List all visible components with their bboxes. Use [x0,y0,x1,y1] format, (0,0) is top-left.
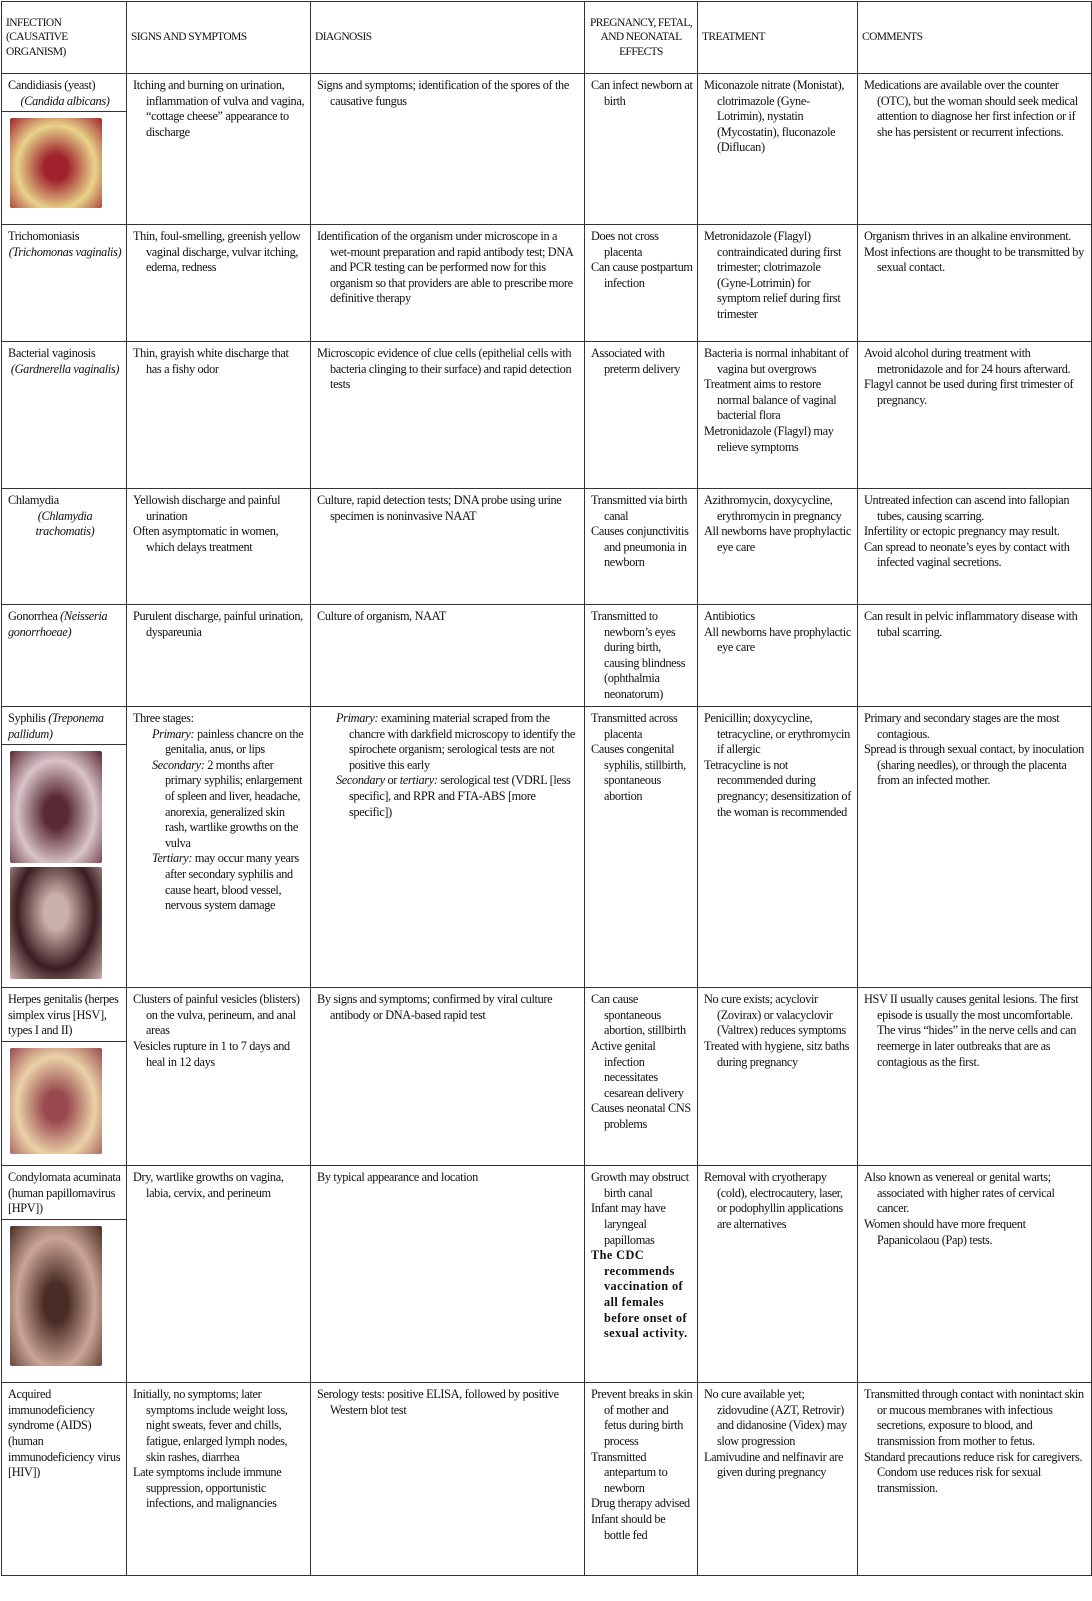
cell-pregnancy-effects [585,707,698,988]
cell-paragraph: Associated with preterm delivery [591,346,680,376]
cell-paragraph: Avoid alcohol during treatment with metronidazole and for 24 hours afterward. [864,346,1071,376]
cell-signs [127,1166,311,1383]
cell-treatment [698,342,858,489]
cell-paragraph: Often asymptomatic in women, which delays treatment [133,524,279,554]
italic-text: Secondary: [152,757,205,772]
cell-paragraph: Acquired immunodeficiency syndrome (AIDS) (human immunodeficiency virus [HIV]) [8,1387,121,1480]
cell-paragraph: Causes neonatal CNS problems [591,1101,691,1131]
cell-paragraph: Antibiotics [704,609,755,623]
cell-diagnosis [311,225,585,342]
cell-comments [858,74,1092,225]
cell-paragraph: Clusters of painful vesicles (blisters) on the vulva, perineum, and anal areas [133,992,300,1038]
text-segment: or [384,773,400,788]
cell-infection [2,1166,127,1383]
cell-paragraph: Can result in pelvic inflammatory disease with tubal scarring. [864,609,1078,639]
cell-infection [2,225,127,342]
table-body [2,74,1092,1576]
cell-paragraph: Miconazole nitrate (Monistat), clotrimazole (Gyne-Lotrimin), nystatin (Mycostatin), fluconazole (Diflucan) [704,78,845,155]
cell-paragraph [8,94,122,110]
cell-paragraph: Treated with hygiene, sitz baths during pregnancy [704,1038,850,1069]
cell-paragraph: Infertility or ectopic pregnancy may result. [864,524,1060,539]
cell-treatment [698,988,858,1166]
cell-comments [858,489,1092,605]
cell-paragraph: Medications are available over the counter (OTC), but the woman should seek medical attention to diagnose her first infection or if she has persistent or recurrent infections. [864,78,1078,139]
infection-name [2,489,126,542]
cell-comments [858,707,1092,988]
table-row [2,225,1092,342]
cell-signs [127,707,311,988]
cell-paragraph [8,509,122,540]
cell-paragraph: Transmitted through contact with nonintact skin or mucous membranes with infectious secretions, exposure to blood, and transmission from mother to fetus. [864,1387,1084,1448]
cell-paragraph: Metronidazole (Flagyl) contraindicated during first trimester; clotrimazole (Gyne-Lotrimin) for symptom relief during first trimester [704,229,842,321]
cell-comments [858,225,1092,342]
bold-text: The CDC recommends vaccination of all females before onset of sexual activity. [591,1248,688,1341]
cell-paragraph: Organism thrives in an alkaline environment. [864,229,1072,243]
cell-paragraph: Standard precautions reduce risk for caregivers. Condom use reduces risk for sexual transmission. [864,1449,1083,1495]
cell-diagnosis [311,74,585,225]
cell-paragraph: Serology tests: positive ELISA, followed by positive Western blot test [317,1387,559,1417]
cell-paragraph: Three stages: [133,711,194,725]
cell-signs [127,342,311,489]
cell-diagnosis [311,1166,585,1383]
cell-comments [858,605,1092,707]
cell-paragraph: Initially, no symptoms; later symptoms include weight loss, night sweats, fever and chills, fatigue, enlarged lymph nodes, skin rashes, diarrhea [133,1387,288,1464]
cell-paragraph: Prevent breaks in skin of mother and fetus during birth process [591,1387,693,1448]
cell-paragraph [8,362,122,378]
clinical-photo [10,118,102,208]
cell-paragraph: Signs and symptoms; identification of the spores of the causative fungus [317,78,569,108]
cell-diagnosis [311,707,585,988]
cell-paragraph: Can cause spontaneous abortion, stillbirth [591,992,686,1038]
cell-paragraph: Identification of the organism under microscope in a wet-mount preparation and rapid antibody test; DNA and PCR testing can be performed now for this organism so that providers are able to prescribe more definitive therapy [317,229,573,306]
cell-pregnancy-effects [585,988,698,1166]
cell-paragraph: By signs and symptoms; confirmed by viral culture antibody or DNA-based rapid test [317,992,553,1022]
italic-text: (Candida albicans) [20,93,110,108]
italic-text: Primary: [152,726,195,741]
text-segment: Syphilis [8,711,49,725]
cell-pregnancy-effects [585,74,698,225]
text-segment: Gonorrhea [8,609,61,623]
infection-name [2,1166,126,1219]
cell-paragraph: Growth may obstruct birth canal [591,1170,689,1200]
header-comments: COMMENTS [858,2,1092,74]
cell-paragraph: Transmitted to newborn’s eyes during birth, causing blindness (ophthalmia neonatorum) [591,609,686,701]
cell-paragraph: Late symptoms include immune suppression, opportunistic infections, and malignancies [133,1465,282,1511]
photo-section [2,111,126,216]
cell-paragraph: Tetracycline is not recommended during pregnancy; desensitization of the woman is recommended [704,757,851,819]
infection-name [2,1383,126,1483]
cell-signs [127,605,311,707]
cell-paragraph: Transmitted across placenta [591,711,678,741]
text-segment: painless chancre on the genitalia, anus, or lips [165,726,304,757]
cell-paragraph: Purulent discharge, painful urination, dyspareunia [133,609,303,639]
cell-paragraph [8,609,122,640]
cell-paragraph [8,711,122,742]
infection-name [2,74,126,111]
cell-paragraph: Metronidazole (Flagyl) may relieve symptoms [704,423,834,454]
clinical-photo [10,1048,102,1154]
cell-paragraph: Thin, foul-smelling, greenish yellow vaginal discharge, vulvar itching, edema, redness [133,229,301,275]
cell-paragraph: Culture, rapid detection tests; DNA probe using urine specimen is noninvasive NAAT [317,493,562,523]
cell-paragraph [133,758,306,852]
header-treatment: TREATMENT [698,2,858,74]
cell-paragraph: Untreated infection can ascend into fallopian tubes, causing scarring. [864,493,1070,523]
cell-paragraph: Can cause postpartum infection [591,260,693,290]
cell-treatment [698,707,858,988]
cell-infection [2,489,127,605]
cell-paragraph [591,1248,693,1342]
italic-text: (Trichomonas vaginalis) [8,244,122,259]
cell-paragraph: Spread is through sexual contact, by inoculation (sharing needles), or through the placenta from an infected mother. [864,742,1084,788]
cell-pregnancy-effects [585,342,698,489]
italic-text: (Neisseria gonorrhoeae) [8,609,108,639]
text-segment: may occur many years after secondary syphilis and cause heart, blood vessel, nervous system damage [165,851,299,913]
cell-paragraph: No cure available yet; zidovudine (AZT, Retrovir) and didanosine (Videx) may slow progression [704,1387,847,1448]
cell-paragraph: Condylomata acuminata (human papillomavirus [HPV]) [8,1170,121,1216]
cell-paragraph: All newborns have prophylactic eye care [704,524,851,554]
table-row [2,1383,1092,1576]
cell-paragraph: Lamivudine and nelfinavir are given during pregnancy [704,1449,844,1480]
cell-infection [2,74,127,225]
table-row [2,605,1092,707]
cell-comments [858,988,1092,1166]
cell-paragraph [317,711,580,773]
cell-treatment [698,1166,858,1383]
cell-paragraph: Also known as venereal or genital warts; associated with higher rates of cervical cancer. [864,1170,1055,1216]
header-diagnosis: DIAGNOSIS [311,2,585,74]
cell-signs [127,489,311,605]
infection-name [2,988,126,1041]
table-row [2,1166,1092,1383]
cell-paragraph: Causes conjunctivitis and pneumonia in newborn [591,524,689,570]
cell-diagnosis [311,988,585,1166]
cell-paragraph: Drug therapy advised [591,1496,690,1511]
table-row [2,988,1092,1166]
table-row [2,74,1092,225]
cell-paragraph: Infant may have laryngeal papillomas [591,1201,666,1247]
cell-paragraph: Can infect newborn at birth [591,78,693,108]
cell-treatment [698,1383,858,1576]
cell-paragraph: Causes congenital syphilis, stillbirth, spontaneous abortion [591,742,686,803]
cell-treatment [698,605,858,707]
clinical-photo [10,867,102,979]
cell-paragraph [8,245,122,261]
cell-paragraph: Herpes genitalis (herpes simplex virus [HSV], types I and II) [8,992,119,1038]
cell-paragraph: Penicillin; doxycycline, tetracycline, or erythromycin if allergic [704,711,850,757]
cell-pregnancy-effects [585,605,698,707]
infection-name [2,707,126,744]
cell-signs [127,1383,311,1576]
cell-paragraph: Primary and secondary stages are the most contagious. [864,711,1060,741]
italic-text: Secondary [336,773,385,788]
cell-paragraph: Microscopic evidence of clue cells (epithelial cells with bacteria clinging to their surface) and rapid detection tests [317,346,572,392]
photo-section [2,1041,126,1162]
cell-paragraph: Most infections are thought to be transmitted by sexual contact. [864,244,1084,275]
text-segment: serological test (VDRL [less specific], and RPR and FTA-ABS [more specific]) [349,773,571,819]
cell-pregnancy-effects [585,1166,698,1383]
cell-comments [858,342,1092,489]
cell-paragraph: Azithromycin, doxycycline, erythromycin in pregnancy [704,493,842,523]
clinical-photo [10,751,102,863]
cell-diagnosis [311,342,585,489]
cell-paragraph: Bacterial vaginosis [8,346,96,360]
cell-paragraph: Yellowish discharge and painful urination [133,493,281,523]
cell-signs [127,225,311,342]
cell-paragraph: Dry, wartlike growths on vagina, labia, cervix, and perineum [133,1170,284,1200]
cell-pregnancy-effects [585,1383,698,1576]
cell-paragraph [133,851,306,913]
cell-paragraph: No cure exists; acyclovir (Zovirax) or valacyclovir (Valtrex) reduces symptoms [704,992,846,1038]
cell-paragraph: Active genital infection necessitates cesarean delivery [591,1038,684,1100]
cell-paragraph: Women should have more frequent Papanicolaou (Pap) tests. [864,1216,1026,1247]
italic-text: (Chlamydia trachomatis) [35,508,95,539]
cell-paragraph: Culture of organism, NAAT [317,609,447,623]
table-row [2,342,1092,489]
cell-infection [2,988,127,1166]
cell-paragraph: Transmitted via birth canal [591,493,688,523]
cell-treatment [698,225,858,342]
cell-diagnosis [311,605,585,707]
photo-section [2,1219,126,1374]
cell-paragraph: Transmitted antepartum to newborn [591,1449,668,1495]
infection-name [2,605,126,642]
cell-paragraph: Candidiasis (yeast) [8,78,96,92]
cell-diagnosis [311,489,585,605]
italic-text: Tertiary: [152,851,193,866]
sti-table [1,1,1092,1576]
italic-text: tertiary: [399,773,438,788]
cell-treatment [698,489,858,605]
cell-infection [2,342,127,489]
cell-comments [858,1166,1092,1383]
cell-paragraph: Flagyl cannot be used during first trimester of pregnancy. [864,377,1074,407]
photo-section [2,744,126,987]
cell-paragraph: Vesicles rupture in 1 to 7 days and heal in 12 days [133,1038,290,1069]
table-row [2,489,1092,605]
infection-name [2,225,126,262]
clinical-photo [10,1226,102,1366]
cell-signs [127,988,311,1166]
cell-comments [858,1383,1092,1576]
cell-paragraph [317,773,580,820]
header-signs: SIGNS AND SYMPTOMS [127,2,311,74]
cell-paragraph: Bacteria is normal inhabitant of vagina but overgrows [704,346,849,376]
header-pregnancy: PREGNANCY, FETAL, AND NEONATAL EFFECTS [585,2,698,74]
cell-signs [127,74,311,225]
table-row [2,707,1092,988]
cell-paragraph: By typical appearance and location [317,1170,478,1185]
cell-paragraph: HSV II usually causes genital lesions. The first episode is usually the most uncomfortable. The virus “hides” in the nerve cells and can reemerge in later outbreaks that are as contagious as the first. [864,992,1079,1069]
cell-paragraph: Itching and burning on urination, inflammation of vulva and vagina, “cottage cheese” appearance to discharge [133,78,305,139]
cell-paragraph: Removal with cryotherapy (cold), electrocautery, laser, or podophyllin applications are alternatives [704,1170,843,1231]
cell-paragraph: Trichomoniasis [8,229,80,243]
cell-infection [2,605,127,707]
cell-paragraph [133,727,306,758]
italic-text: (Treponema pallidum) [8,711,104,741]
cell-paragraph: Thin, grayish white discharge that has a fishy odor [133,346,289,376]
cell-treatment [698,74,858,225]
text-segment: 2 months after primary syphilis; enlargement of spleen and liver, headache, anorexia, generalized skin rash, wartlike growths on the vulva [165,757,303,850]
italic-text: Primary: [336,711,379,725]
header-infection: INFECTION (CAUSATIVE ORGANISM) [2,2,127,74]
cell-paragraph: Infant should be bottle fed [591,1511,666,1542]
italic-text: (Gardnerella vaginalis) [10,361,120,376]
cell-paragraph: All newborns have prophylactic eye care [704,624,851,655]
header-row [2,2,1092,74]
infection-name [2,342,126,379]
cell-infection [2,707,127,988]
cell-infection [2,1383,127,1576]
cell-paragraph: Chlamydia [8,493,59,507]
cell-paragraph: Does not cross placenta [591,229,659,259]
cell-pregnancy-effects [585,225,698,342]
cell-diagnosis [311,1383,585,1576]
cell-pregnancy-effects [585,489,698,605]
cell-paragraph: Can spread to neonate’s eyes by contact with infected vaginal secretions. [864,539,1070,570]
text-segment: examining material scraped from the chancre with darkfield microscopy to identify the spirochete organism; serological tests are not positive this early [349,711,575,772]
cell-paragraph: Treatment aims to restore normal balance of vaginal bacterial flora [704,377,837,423]
